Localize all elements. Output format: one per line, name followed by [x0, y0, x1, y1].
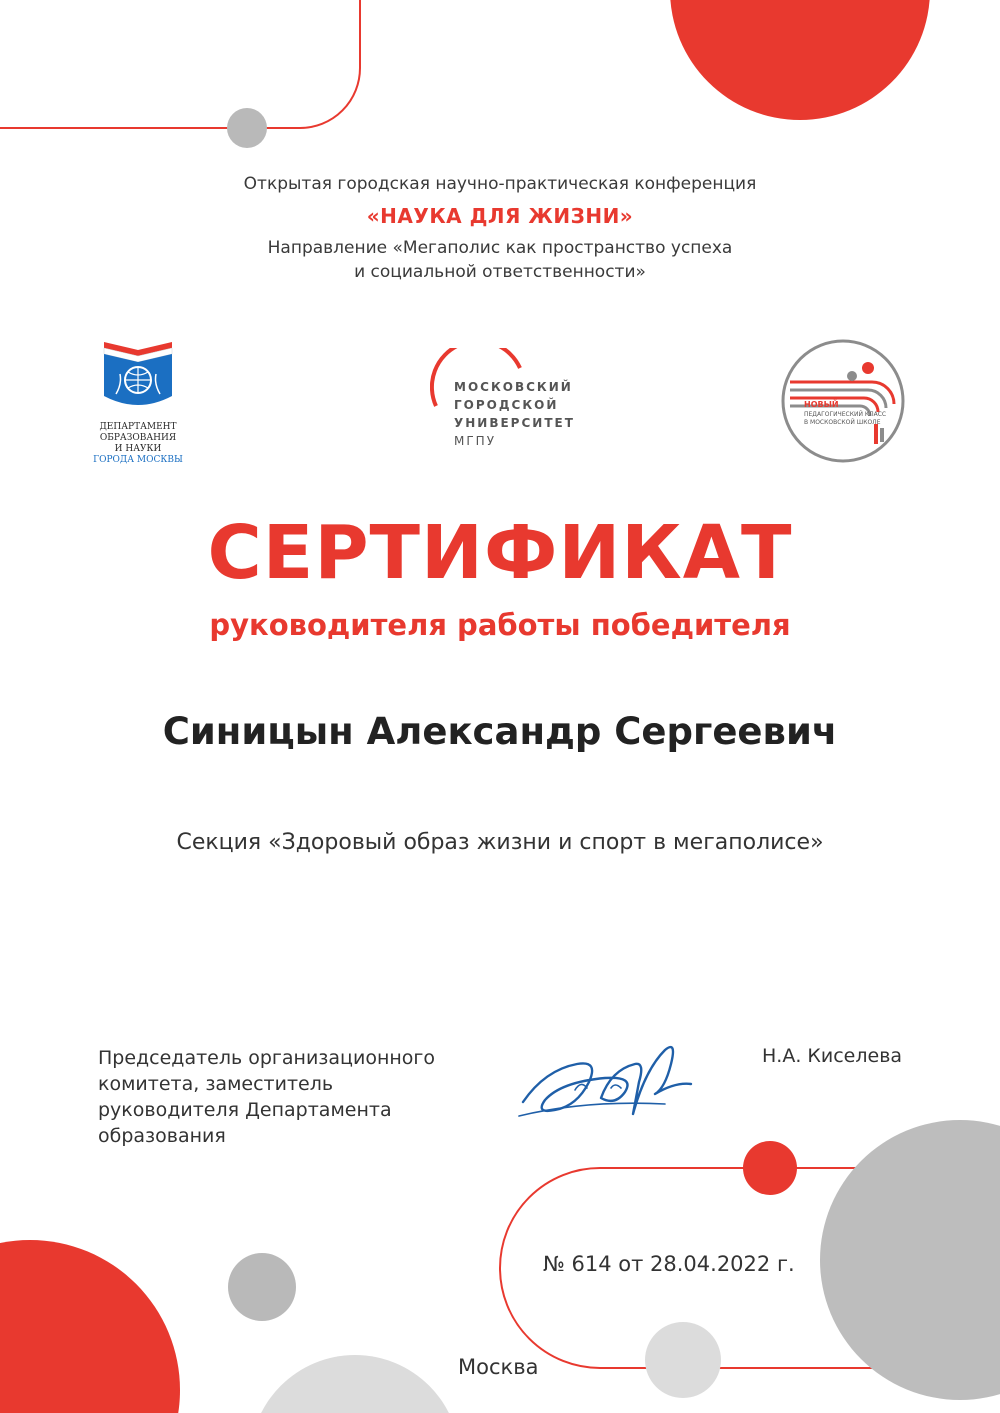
dept-logo-line-3: И НАУКИ [114, 444, 162, 454]
section-text: Секция «Здоровый образ жизни и спорт в мегаполисе» [176, 830, 824, 855]
signature-image [515, 1030, 715, 1130]
chair-line-3: руководителя Департамента [98, 1099, 392, 1121]
signer-name: Н.А. Киселева [762, 1045, 903, 1067]
top-gray-dot [227, 108, 267, 148]
bottom-light-gray-circle [250, 1355, 460, 1413]
certificate-title: СЕРТИФИКАТ [207, 510, 793, 596]
bottom-red-dot [743, 1141, 797, 1195]
teacher-class-icon [780, 338, 906, 464]
dept-logo-line-2: ОБРАЗОВАНИЯ [99, 433, 177, 443]
teacher-class-logo [780, 338, 906, 464]
bottom-right-gray-circle [820, 1120, 1000, 1400]
chair-line-4: образования [98, 1125, 226, 1147]
mgpu-line-4: МГПУ [454, 434, 497, 448]
dept-logo-line-1: ДЕПАРТАМЕНТ [99, 422, 177, 432]
mgpu-logo [430, 348, 590, 448]
conference-title: «НАУКА ДЛЯ ЖИЗНИ» [366, 204, 634, 228]
chair-position [98, 1045, 478, 1149]
mgpu-line-2: ГОРОДСКОЙ [454, 398, 559, 412]
dept-logo [88, 334, 188, 466]
mgpu-line-1: МОСКОВСКИЙ [454, 380, 573, 394]
teacher-class-line-2: ПЕДАГОГИЧЕСКИЙ КЛАСС [804, 411, 887, 418]
top-red-circle [670, 0, 930, 120]
teacher-class-line-1: НОВЫЙ [804, 400, 839, 409]
certificate-subtitle: руководителя работы победителя [209, 608, 791, 642]
bottom-gray-dot [228, 1253, 296, 1321]
bottom-small-light-circle [645, 1322, 721, 1398]
conference-line: Открытая городская научно-практическая конференция [243, 174, 757, 194]
mgpu-line-3: УНИВЕРСИТЕТ [454, 416, 575, 430]
certificate-number: № 614 от 28.04.2022 г. [543, 1252, 795, 1276]
recipient-name: Синицын Александр Сергеевич [162, 710, 838, 753]
chair-line-1: Председатель организационного [98, 1047, 436, 1069]
dept-logo-line-4: ГОРОДА МОСКВЫ [93, 455, 183, 465]
teacher-class-line-3: В МОСКОВСКОЙ ШКОЛЕ [804, 419, 881, 426]
top-curve-line [0, 0, 360, 128]
chair-line-2: комитета, заместитель [98, 1073, 334, 1095]
direction-line-1: Направление «Мегаполис как пространство успеха [267, 238, 733, 258]
globe-emblem-icon [88, 334, 188, 412]
direction-line-2: и социальной ответственности» [354, 262, 646, 282]
bottom-left-red-circle [0, 1240, 180, 1413]
city: Москва [458, 1355, 539, 1379]
